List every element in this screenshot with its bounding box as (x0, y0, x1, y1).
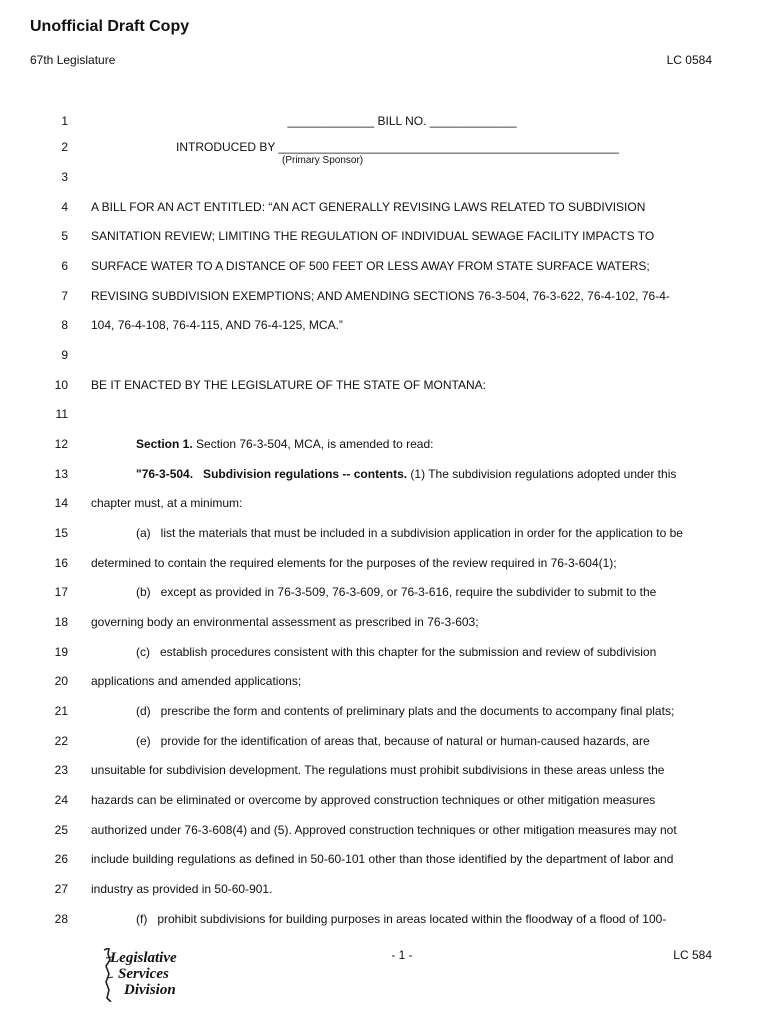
line-text: (a) list the materials that must be included in a subdivision application in order for the application to be (136, 526, 683, 540)
statute-title: "76-3-504. Subdivision regulations -- contents. (136, 467, 408, 481)
document-line (0, 704, 770, 720)
legislature-label: 67th Legislature (30, 53, 116, 67)
document-line (0, 140, 770, 156)
line-number: 18 (54, 615, 68, 629)
draft-banner: Unofficial Draft Copy (30, 18, 190, 35)
line-number: 3 (61, 170, 68, 184)
line-text: determined to contain the required elements for the purposes of the review required in 76-3-604(1); (91, 556, 617, 570)
document-line (0, 674, 770, 690)
line-number: 10 (54, 378, 68, 392)
line-number: 1 (61, 114, 68, 128)
line-number: 19 (54, 645, 68, 659)
document-line (0, 645, 770, 661)
line-text: Section 76-3-504, MCA, is amended to read: (192, 437, 434, 451)
line-number: 6 (61, 259, 68, 273)
line-number: 12 (54, 437, 68, 451)
line-number: 15 (54, 526, 68, 540)
section-heading (136, 437, 433, 451)
document-line (0, 348, 770, 364)
document-line (0, 259, 770, 275)
line-text: governing body an environmental assessment as prescribed in 76-3-603; (91, 615, 479, 629)
line-number: 9 (61, 348, 68, 362)
line-number: 16 (54, 556, 68, 570)
logo-word-3: Division (124, 982, 176, 998)
line-text: applications and amended applications; (91, 674, 302, 688)
line-number: 20 (54, 674, 68, 688)
line-number: 11 (55, 407, 68, 421)
line-text: 104, 76-4-108, 76-4-115, AND 76-4-125, MCA.” (91, 318, 343, 332)
document-line (0, 526, 770, 542)
document-line (0, 852, 770, 868)
logo-word-2: Services (118, 966, 169, 982)
line-number: 27 (54, 882, 68, 896)
document-line (0, 763, 770, 779)
line-text: unsuitable for subdivision development. The regulations must prohibit subdivisions in these areas unless the (91, 763, 665, 777)
footer-lc-number: LC 584 (673, 948, 712, 962)
line-number: 22 (54, 734, 68, 748)
line-number: 13 (54, 467, 68, 481)
line-number: 2 (61, 140, 68, 154)
document-line (0, 407, 770, 423)
lc-number: LC 0584 (666, 53, 712, 67)
document-line (0, 229, 770, 245)
line-text: (1) The subdivision regulations adopted under this (407, 467, 677, 481)
line-text: include building regulations as defined in 50-60-101 other than those identified by the department of labor and (91, 852, 674, 866)
line-text: (f) prohibit subdivisions for building purposes in areas located within the floodway of a flood of 100- (136, 912, 667, 926)
document-line (0, 912, 770, 928)
line-number: 21 (54, 704, 68, 718)
document-line (0, 170, 770, 186)
document-line (0, 615, 770, 631)
document-line (0, 200, 770, 216)
line-text: A BILL FOR AN ACT ENTITLED: “AN ACT GENERALLY REVISING LAWS RELATED TO SUBDIVISION (91, 200, 646, 214)
document-line (0, 793, 770, 809)
document-line (0, 496, 770, 512)
line-number: 8 (61, 318, 68, 332)
line-number: 28 (54, 912, 68, 926)
document-line (0, 378, 770, 394)
enacting-clause: BE IT ENACTED BY THE LEGISLATURE OF THE STATE OF MONTANA: (91, 378, 486, 392)
document-line (0, 114, 770, 130)
document-line (0, 585, 770, 601)
document-line (0, 882, 770, 898)
line-text: (c) establish procedures consistent with this chapter for the submission and review of subdivision (136, 645, 657, 659)
statute-heading (136, 467, 676, 481)
line-text: SURFACE WATER TO A DISTANCE OF 500 FEET OR LESS AWAY FROM STATE SURFACE WATERS; (91, 259, 650, 273)
document-line (0, 289, 770, 305)
page-number: - 1 - (391, 948, 413, 962)
section-label: Section 1. (136, 437, 193, 451)
document-line (0, 318, 770, 334)
line-number: 25 (54, 823, 68, 837)
document-line (0, 437, 770, 453)
line-number: 17 (54, 585, 68, 599)
line-number: 24 (54, 793, 68, 807)
line-number: 4 (61, 200, 68, 214)
line-text: hazards can be eliminated or overcome by approved construction techniques or other mitigation measures (91, 793, 656, 807)
line-number: 14 (54, 496, 68, 510)
primary-sponsor-label: (Primary Sponsor) (282, 155, 364, 166)
line-text: REVISING SUBDIVISION EXEMPTIONS; AND AMENDING SECTIONS 76-3-504, 76-3-622, 76-4-102, 76-4- (91, 289, 670, 303)
document-line (0, 556, 770, 572)
line-text: authorized under 76-3-608(4) and (5). Approved construction techniques or other mitigation measures may not (91, 823, 677, 837)
introduced-by-line: INTRODUCED BY ___________________________________________________ (176, 140, 619, 154)
line-number: 23 (54, 763, 68, 777)
line-text: chapter must, at a minimum: (91, 496, 243, 510)
line-number: 5 (61, 229, 68, 243)
line-text: SANITATION REVIEW; LIMITING THE REGULATION OF INDIVIDUAL SEWAGE FACILITY IMPACTS TO (91, 229, 655, 243)
line-number: 26 (54, 852, 68, 866)
line-text: (e) provide for the identification of areas that, because of natural or human-caused hazards, are (136, 734, 650, 748)
line-text: (d) prescribe the form and contents of preliminary plats and the documents to accompany final plats; (136, 704, 675, 718)
line-text: (b) except as provided in 76-3-509, 76-3-609, or 76-3-616, require the subdivider to submit to the (136, 585, 657, 599)
document-line (0, 823, 770, 839)
line-text: industry as provided in 50-60-901. (91, 882, 273, 896)
document-line (0, 734, 770, 750)
logo-word-1: Legislative (110, 950, 177, 966)
line-number: 7 (61, 289, 68, 303)
document-line (0, 467, 770, 483)
bill-number-line: _____________ BILL NO. _____________ (287, 114, 517, 128)
